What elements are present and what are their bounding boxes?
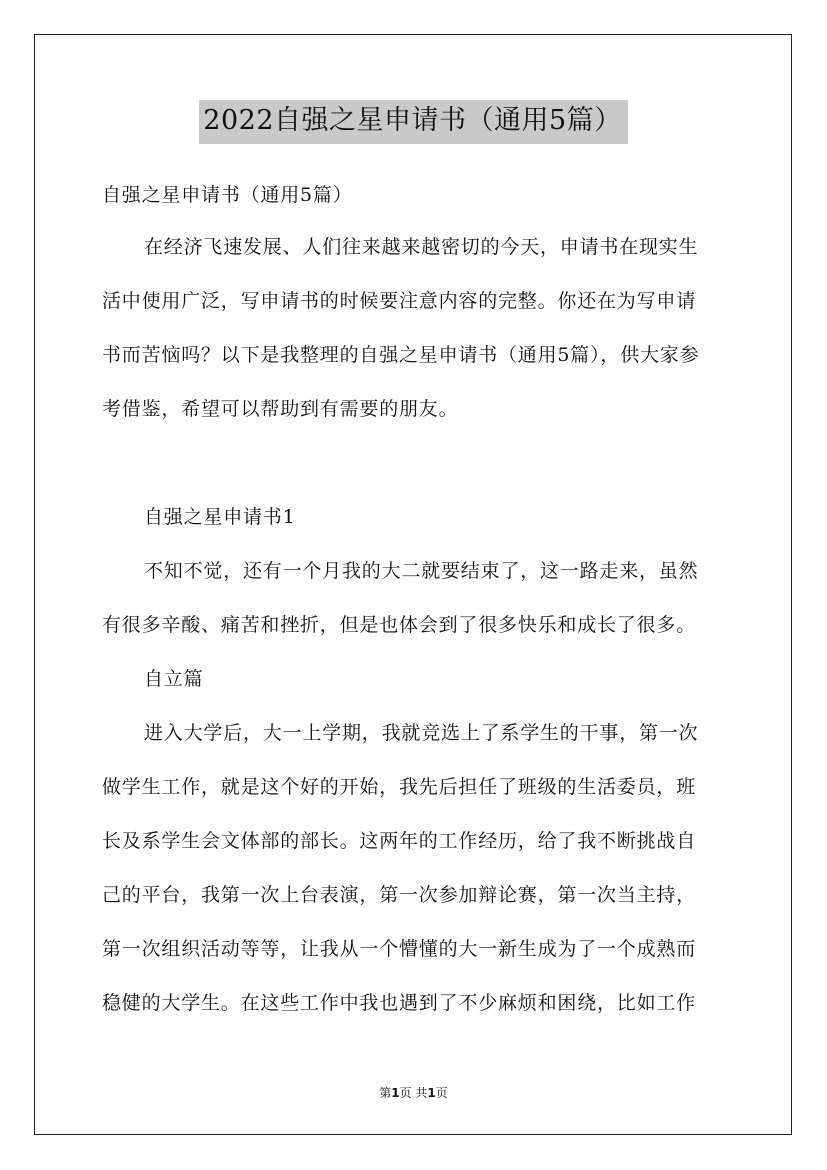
footer-page-number: 1 xyxy=(391,1086,400,1100)
section-label xyxy=(102,652,726,706)
text-line[interactable]: 做学生工作，就是这个好的开始，我先后担任了班级的生活委员，班 xyxy=(102,776,697,798)
body-paragraph-1 xyxy=(102,544,726,652)
text-line[interactable]: 考借鉴，希望可以帮助到有需要的朋友。 xyxy=(102,398,459,420)
text-line[interactable]: 有很多辛酸、痛苦和挫折，但是也体会到了很多快乐和成长了很多。 xyxy=(102,614,697,636)
text-line[interactable]: 长及系学生会文体部的部长。这两年的工作经历，给了我不断挑战自 xyxy=(102,830,697,852)
footer-suffix: 页 xyxy=(435,1086,448,1100)
text-line[interactable]: 书而苦恼吗？以下是我整理的自强之星申请书（通用5篇），供大家参 xyxy=(102,344,700,366)
subtitle-text[interactable]: 自强之星申请书（通用5篇） xyxy=(102,184,353,206)
section-label-text[interactable]: 自立篇 xyxy=(144,668,204,690)
text-line[interactable]: 进入大学后，大一上学期，我就竞选上了系学生的干事，第一次 xyxy=(144,722,699,744)
text-line[interactable]: 不知不觉，还有一个月我的大二就要结束了，这一路走来，虽然 xyxy=(144,560,699,582)
footer-prefix: 第 xyxy=(379,1086,392,1100)
title-container xyxy=(0,100,827,144)
intro-paragraph xyxy=(102,220,726,436)
text-line[interactable]: 在经济飞速发展、人们往来越来越密切的今天，申请书在现实生 xyxy=(144,236,699,258)
text-line[interactable]: 己的平台，我第一次上台表演，第一次参加辩论赛，第一次当主持， xyxy=(102,884,697,906)
text-line[interactable]: 活中使用广泛，写申请书的时候要注意内容的完整。你还在为写申请 xyxy=(102,290,697,312)
document-title[interactable]: 2022自强之星申请书（通用5篇） xyxy=(199,100,627,144)
text-line[interactable]: 第一次组织活动等等，让我从一个懵懂的大一新生成为了一个成熟而 xyxy=(102,938,697,960)
footer-mid: 页 共 xyxy=(399,1086,428,1100)
body-paragraph-2 xyxy=(102,706,726,1030)
section-heading-text[interactable]: 自强之星申请书1 xyxy=(144,506,296,528)
section-heading xyxy=(102,490,726,544)
page-footer xyxy=(0,1084,827,1101)
footer-page-total: 1 xyxy=(427,1086,436,1100)
text-line[interactable]: 稳健的大学生。在这些工作中我也遇到了不少麻烦和困绕，比如工作 xyxy=(102,992,697,1014)
document-subtitle xyxy=(102,168,726,222)
